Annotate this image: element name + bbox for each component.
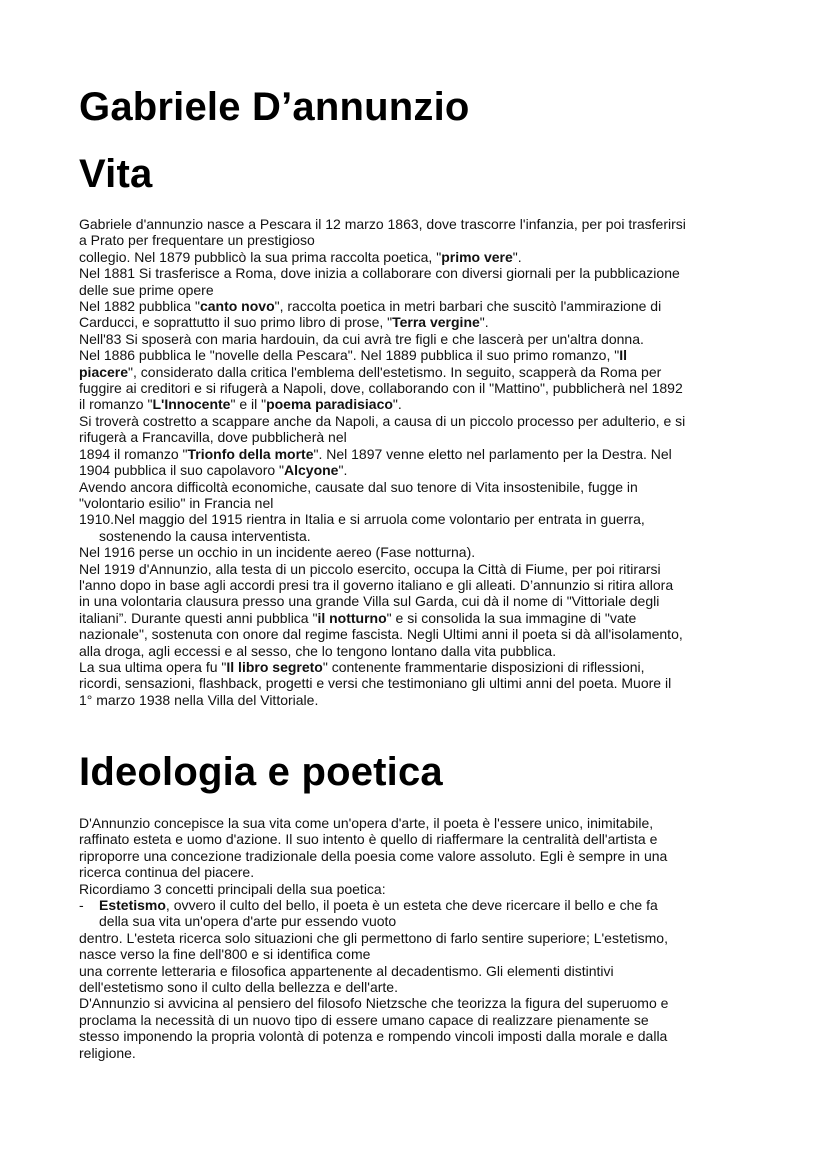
text-segment: della sua vita un'opera d'arte pur essendo vuoto [99, 913, 397, 930]
bold-text: L'Innocente [152, 396, 231, 413]
text-segment: " e il " [230, 396, 267, 413]
text-segment: Nel 1916 perse un occhio in un incidente aereo (Fase notturna). [79, 544, 476, 561]
text-line [79, 446, 759, 462]
text-segment: D'Annunzio concepisce la sua vita come un'opera d'arte, il poeta è l'essere unico, inimitabile, [79, 815, 654, 831]
document-title: Gabriele D’annunzio [79, 85, 470, 129]
text-segment: La sua ultima opera fu " [79, 658, 227, 675]
text-segment: Nel 1886 pubblica le "novelle della Pescara". Nel 1889 pubblica il suo primo romanzo, " [79, 347, 620, 364]
text-line [79, 265, 759, 281]
text-line [79, 913, 759, 929]
bold-text: Il libro segreto [226, 658, 323, 675]
text-line [79, 979, 759, 995]
text-line [79, 249, 759, 265]
text-segment: Carducci, e soprattutto il suo primo libro di prose, " [79, 314, 393, 331]
text-line [79, 995, 759, 1011]
text-segment: raffinato esteta e uomo d'azione. Il suo intento è quello di riaffermare la centralità dell'artista e [79, 831, 658, 848]
text-segment: italiani”. Durante questi anni pubblica " [79, 609, 318, 626]
bold-text: il notturno [317, 609, 387, 626]
text-line [79, 815, 759, 831]
text-line [79, 216, 759, 232]
bullet-dash: - [79, 897, 84, 914]
text-segment: 1894 il romanzo " [79, 445, 188, 462]
bold-text: Estetismo [99, 897, 166, 914]
text-line [79, 413, 759, 429]
text-segment: Si troverà costretto a scappare anche da Napoli, a causa di un piccolo processo per adulterio, e si [79, 412, 686, 429]
text-line [79, 528, 759, 544]
text-segment: dell'estetismo sono il culto della bellezza e dell'arte. [79, 979, 398, 996]
text-segment: proclama la necessità di un nuovo tipo di essere umano capace di realizzare pienamente se [79, 1011, 649, 1028]
bold-text: canto novo [199, 298, 275, 315]
text-line [79, 364, 759, 380]
text-segment: "volontario esilio" in Francia nel [79, 494, 274, 511]
text-line [79, 643, 759, 659]
text-line [79, 282, 759, 298]
text-segment: ". [479, 314, 489, 331]
text-line [79, 380, 759, 396]
text-line [79, 1028, 759, 1044]
text-line [79, 610, 759, 626]
text-segment: 1° marzo 1938 nella Villa del Vittoriale. [79, 691, 319, 708]
text-segment: Nel 1881 Si trasferisce a Roma, dove inizia a collaborare con diversi giornali per la pubblicazione [79, 265, 680, 282]
text-line [79, 626, 759, 642]
text-line [79, 946, 759, 962]
text-segment: alla droga, agli eccessi e al sesso, che lo tengono lontano dalla vita pubblica. [79, 642, 557, 659]
text-line [79, 897, 759, 913]
section-heading-vita: Vita [79, 152, 153, 196]
bold-text: Trionfo della morte [187, 445, 314, 462]
text-segment: stesso imponendo la propria volontà di potenza e rompendo vincoli imposti dalla morale e dalla [79, 1028, 668, 1045]
text-line [79, 864, 759, 880]
bold-text: Il [619, 347, 627, 364]
text-segment: fuggire ai creditori e si rifugerà a Napoli, dove, collaborando con il "Mattino", pubblicherà nel 1892 [79, 380, 683, 397]
text-line [79, 429, 759, 445]
text-segment: Gabriele d'annunzio nasce a Pescara il 12 marzo 1863, dove trascorre l'infanzia, per poi trasferirsi [79, 216, 686, 232]
text-segment: l'anno dopo in base agli accordi presi tra il governo italiano e gli alleati. D’annunzio si ritira allora [79, 576, 674, 593]
text-segment: rifugerà a Francavilla, dove pubblicherà nel [79, 429, 347, 446]
text-line [79, 544, 759, 560]
text-segment: ricerca continua del piacere. [79, 864, 255, 881]
bold-text: poema paradisiaco [266, 396, 393, 413]
text-segment: ", raccolta poetica in metri barbari che suscitò l'ammirazione di [274, 298, 662, 315]
text-line [79, 347, 759, 363]
text-segment: religione. [79, 1044, 136, 1061]
text-segment: una corrente letteraria e filosofica appartenente al decadentismo. Gli elementi distintivi [79, 962, 614, 979]
text-segment: , ovvero il culto del bello, il poeta è un esteta che deve ricercare il bello e che fa [165, 897, 658, 914]
text-line [79, 331, 759, 347]
text-segment: nazionale", sostenuta con onore dal regime fascista. Negli Ultimi anni il poeta si dà all'isolamento, [79, 626, 683, 643]
text-line [79, 1045, 759, 1061]
text-segment: dentro. L'esteta ricerca solo situazioni che gli permettono di farlo sentire superiore; L'estetismo, [79, 929, 668, 946]
text-segment: Nell'83 Si sposerà con maria hardouin, da cui avrà tre figli e che lascerà per un'altra donna. [79, 330, 644, 347]
text-segment: nasce verso la fine dell'800 e si identifica come [79, 946, 371, 963]
text-segment: ". [338, 462, 348, 479]
text-line [79, 848, 759, 864]
text-segment: Ricordiamo 3 concetti principali della sua poetica: [79, 880, 386, 897]
text-line [79, 593, 759, 609]
text-segment: riproporre una concezione tradizionale della poesia come valore assoluto. Egli è sempre in una [79, 847, 668, 864]
text-line [79, 963, 759, 979]
text-line [79, 511, 759, 527]
text-segment: ", considerato dalla critica l'emblema dell'estetismo. In seguito, scapperà da Roma per [128, 363, 662, 380]
text-segment: Avendo ancora difficoltà economiche, causate dal suo tenore di Vita insostenibile, fugge in [79, 478, 638, 495]
text-line [79, 675, 759, 691]
bold-text: Terra vergine [392, 314, 480, 331]
text-segment: sostenendo la causa interventista. [99, 527, 311, 544]
bold-text: primo vere [441, 248, 513, 265]
text-line [79, 298, 759, 314]
text-segment: Nel 1919 d'Annunzio, alla testa di un piccolo esercito, occupa la Città di Fiume, per poi ritirarsi [79, 560, 661, 577]
text-line [79, 831, 759, 847]
ideologia-paragraph [79, 815, 759, 1061]
text-line [79, 495, 759, 511]
text-segment: D'Annunzio si avvicina al pensiero del filosofo Nietzsche che teorizza la figura del superuomo e [79, 995, 669, 1012]
text-line [79, 659, 759, 675]
bold-text: piacere [79, 363, 129, 380]
bold-text: Alcyone [284, 462, 339, 479]
text-segment: in una volontaria clausura presso una grande Villa sul Garda, cui dà il nome di "Vittoriale degli [79, 593, 660, 610]
text-line [79, 930, 759, 946]
vita-paragraph [79, 216, 759, 708]
text-segment: collegio. Nel 1879 pubblicò la sua prima raccolta poetica, " [79, 248, 442, 265]
text-segment: ". [512, 248, 522, 265]
text-segment: ". [392, 396, 402, 413]
text-segment: il romanzo " [79, 396, 153, 413]
text-segment: 1904 pubblica il suo capolavoro " [79, 462, 284, 479]
text-segment: 1910.Nel maggio del 1915 rientra in Italia e si arruola come volontario per entrata in guerra, [79, 511, 645, 528]
text-line [79, 561, 759, 577]
text-line [79, 314, 759, 330]
section-heading-ideologia: Ideologia e poetica [79, 750, 443, 794]
text-line [79, 462, 759, 478]
text-line [79, 881, 759, 897]
text-line [79, 692, 759, 708]
text-segment: Nel 1882 pubblica " [79, 298, 200, 315]
text-segment: delle sue prime opere [79, 281, 214, 298]
text-line [79, 1012, 759, 1028]
text-segment: " contenente frammentarie disposizioni di riflessioni, [322, 658, 645, 675]
text-line [79, 396, 759, 412]
text-line [79, 479, 759, 495]
text-line [79, 232, 759, 248]
text-segment: " e si consolida la sua immagine di "vate [386, 609, 637, 626]
text-segment: ricordi, sensazioni, flashback, progetti e versi che testimoniano gli ultimi anni del poeta. Muore il [79, 675, 672, 692]
text-segment: ". Nel 1897 venne eletto nel parlamento per la Destra. Nel [313, 445, 672, 462]
text-line [79, 577, 759, 593]
text-segment: a Prato per frequentare un prestigioso [79, 232, 315, 249]
